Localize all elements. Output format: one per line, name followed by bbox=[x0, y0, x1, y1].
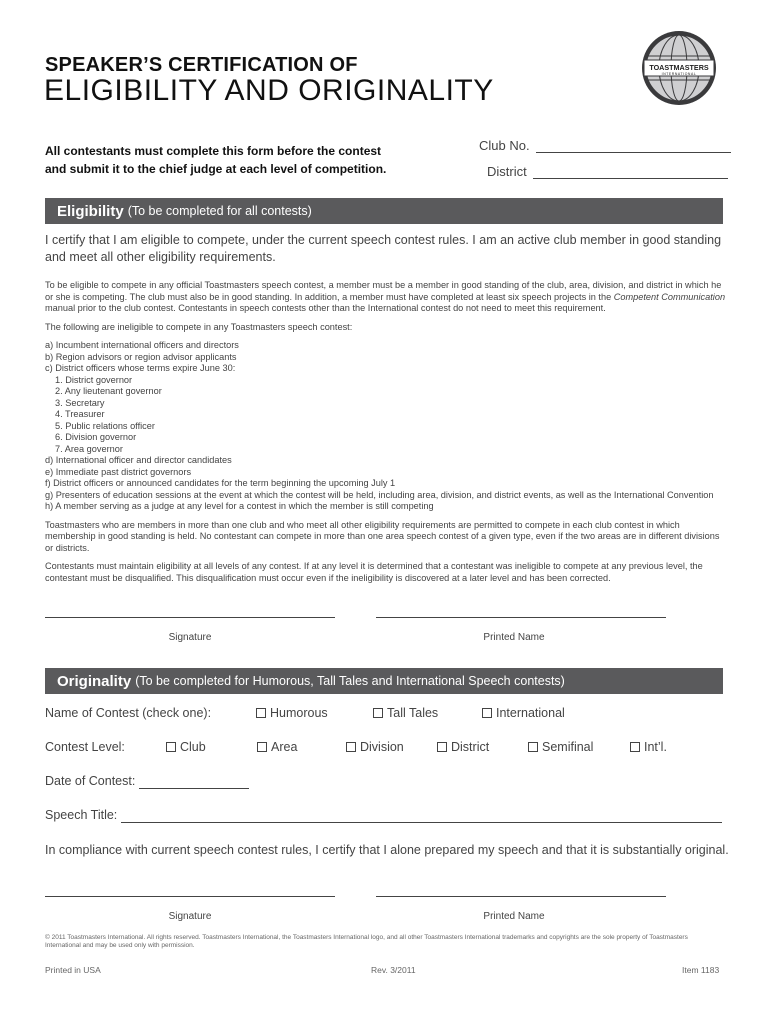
originality-printed-name-line[interactable] bbox=[376, 896, 666, 897]
checkbox-district[interactable] bbox=[437, 742, 447, 752]
sublist-item: 1. District governor bbox=[55, 374, 133, 385]
revision-label: Rev. 3/2011 bbox=[371, 965, 416, 975]
level-option-international[interactable] bbox=[630, 740, 667, 754]
logo-subtitle: INTERNATIONAL bbox=[661, 72, 697, 76]
list-item-g: g) Presenters of education sessions at the event at which the contest will be held, including area, division, and district events, as well as the International Convention bbox=[45, 489, 714, 500]
eligibility-certification: I certify that I am eligible to compete, under the current speech contest rules. I am an active club member in good standing and meet all other eligibility requirements. bbox=[45, 233, 722, 264]
speech-title-line[interactable] bbox=[121, 810, 722, 823]
eligibility-printed-name-line[interactable] bbox=[376, 617, 666, 618]
checkbox-intl[interactable] bbox=[630, 742, 640, 752]
checkbox-division[interactable] bbox=[346, 742, 356, 752]
district-line[interactable] bbox=[533, 166, 728, 179]
eligibility-signature-label: Signature bbox=[168, 632, 212, 643]
club-number-field[interactable] bbox=[479, 138, 731, 153]
eligibility-subtitle: (To be completed for all contests) bbox=[127, 204, 312, 218]
checkbox-international[interactable] bbox=[482, 708, 492, 718]
speech-title-label: Speech Title: bbox=[45, 808, 118, 822]
intro-line-2: and submit it to the chief judge at each level of competition. bbox=[45, 162, 387, 176]
option-label: Tall Tales bbox=[387, 706, 439, 720]
sublist-item: 3. Secretary bbox=[55, 397, 105, 408]
option-label: Humorous bbox=[270, 706, 328, 720]
printed-in-label: Printed in USA bbox=[45, 965, 101, 975]
copyright-notice: © 2011 Toastmasters International. All rights reserved. Toastmasters International, the Toastmasters International logo, and all other Toastmasters International trademarks and copyrights are the sole property of Toastmasters International and may be used only with permission. bbox=[45, 934, 688, 949]
date-of-contest-line[interactable] bbox=[139, 776, 249, 789]
district-label: District bbox=[487, 164, 527, 179]
option-label: Division bbox=[360, 740, 404, 754]
list-item-d: d) International officer and director candidates bbox=[45, 455, 232, 465]
district-field[interactable] bbox=[487, 164, 728, 179]
originality-signature-label: Signature bbox=[168, 911, 212, 922]
eligibility-title: Eligibility bbox=[57, 202, 124, 220]
sublist-item: 6. Division governor bbox=[55, 432, 137, 442]
list-item-e: e) Immediate past district governors bbox=[45, 466, 192, 477]
list-item-b: b) Region advisors or region advisor applicants bbox=[45, 351, 237, 362]
list-item-a: a) Incumbent international officers and directors bbox=[45, 340, 239, 350]
sublist-item: 4. Treasurer bbox=[55, 409, 105, 419]
form-title-top: SPEAKER’S CERTIFICATION OF bbox=[45, 54, 358, 76]
checkbox-humorous[interactable] bbox=[256, 708, 266, 718]
sublist-item: 2. Any lieutenant governor bbox=[55, 386, 162, 396]
originality-subtitle: (To be completed for Humorous, Tall Tales and International Speech contests) bbox=[135, 674, 565, 688]
para-1-manual-name: Competent Communication bbox=[613, 291, 726, 302]
logo-wordmark: TOASTMASTERS bbox=[649, 63, 709, 72]
originality-title: Originality bbox=[57, 672, 132, 690]
eligibility-para-3: Toastmasters who are members in more than one club and who meet all other eligibility requirements are permitted to compete in each club contest in which membership in good standing is held. No contestant can compete in more than one area speech contest of a given type, even if the two areas are in different divisions or districts. bbox=[45, 519, 720, 553]
contest-level-label: Contest Level: bbox=[45, 740, 125, 754]
option-label: International bbox=[496, 706, 565, 720]
eligibility-rules bbox=[45, 280, 730, 584]
contest-option-tall-tales[interactable] bbox=[373, 706, 438, 720]
toastmasters-logo bbox=[641, 30, 717, 106]
sublist-item: 7. Area governor bbox=[55, 443, 123, 454]
club-number-label: Club No. bbox=[479, 138, 530, 153]
list-item-h: h) A member serving as a judge at any level for a contest in which the member is still competing bbox=[45, 501, 434, 511]
level-option-district[interactable] bbox=[437, 740, 489, 754]
originality-certification: In compliance with current speech contest rules, I certify that I alone prepared my speech and that it is substantially original. bbox=[45, 843, 729, 857]
form-title-main: ELIGIBILITY AND ORIGINALITY bbox=[44, 74, 494, 107]
checkbox-area[interactable] bbox=[257, 742, 267, 752]
eligibility-para-4: Contestants must maintain eligibility at all levels of any contest. If at any level it is determined that a contestant was ineligible to compete at any previous level, the contestant must be disqualified. This disqualification must occur even if the ineligibility is discovered at a later level and has been corrected. bbox=[45, 561, 703, 583]
list-item-f: f) District officers or announced candidates for the term beginning the upcoming July 1 bbox=[45, 478, 396, 488]
club-number-line[interactable] bbox=[536, 140, 731, 153]
eligibility-para-1 bbox=[45, 280, 730, 315]
intro-line-1: All contestants must complete this form before the contest bbox=[45, 144, 382, 158]
option-label: Area bbox=[271, 740, 298, 754]
option-label: District bbox=[451, 740, 490, 754]
checkbox-tall-tales[interactable] bbox=[373, 708, 383, 718]
option-label: Semifinal bbox=[542, 740, 594, 754]
option-label: Club bbox=[180, 740, 206, 754]
checkbox-club[interactable] bbox=[166, 742, 176, 752]
checkbox-semifinal[interactable] bbox=[528, 742, 538, 752]
contest-name-label: Name of Contest (check one): bbox=[45, 706, 212, 720]
eligibility-header bbox=[45, 198, 723, 224]
eligibility-printed-name-label: Printed Name bbox=[483, 632, 545, 643]
intro-instructions bbox=[45, 142, 445, 178]
originality-printed-name-label: Printed Name bbox=[483, 911, 545, 922]
sublist-item: 5. Public relations officer bbox=[55, 420, 155, 431]
contest-option-humorous[interactable] bbox=[256, 706, 328, 720]
originality-header bbox=[45, 668, 723, 694]
contest-option-international[interactable] bbox=[482, 706, 565, 720]
item-number-label: Item 1183 bbox=[682, 965, 720, 975]
eligibility-signature-line[interactable] bbox=[45, 617, 335, 618]
level-option-club[interactable] bbox=[166, 740, 206, 754]
para-1-text-a: To be eligible to compete in any official Toastmasters speech contest, a member must be a member in good standing of the club, area, division, and district in which he or she is competing. The club must also be in good standing. In addition, a member must have completed at least six speech projects in the bbox=[45, 280, 722, 302]
officer-sublist bbox=[45, 375, 730, 456]
level-option-semifinal[interactable] bbox=[528, 740, 593, 754]
level-option-area[interactable] bbox=[257, 740, 297, 754]
originality-signature-line[interactable] bbox=[45, 896, 335, 897]
option-label: Int’l. bbox=[644, 740, 667, 754]
date-of-contest-label: Date of Contest: bbox=[45, 774, 136, 788]
level-option-division[interactable] bbox=[346, 740, 404, 754]
list-item-c: c) District officers whose terms expire June 30: bbox=[45, 363, 236, 373]
para-1-text-b: manual prior to the club contest. Contestants in speech contests other than the International contest do not need to meet this requirement. bbox=[45, 303, 606, 313]
eligibility-para-2: The following are ineligible to compete in any Toastmasters speech contest: bbox=[45, 321, 353, 332]
